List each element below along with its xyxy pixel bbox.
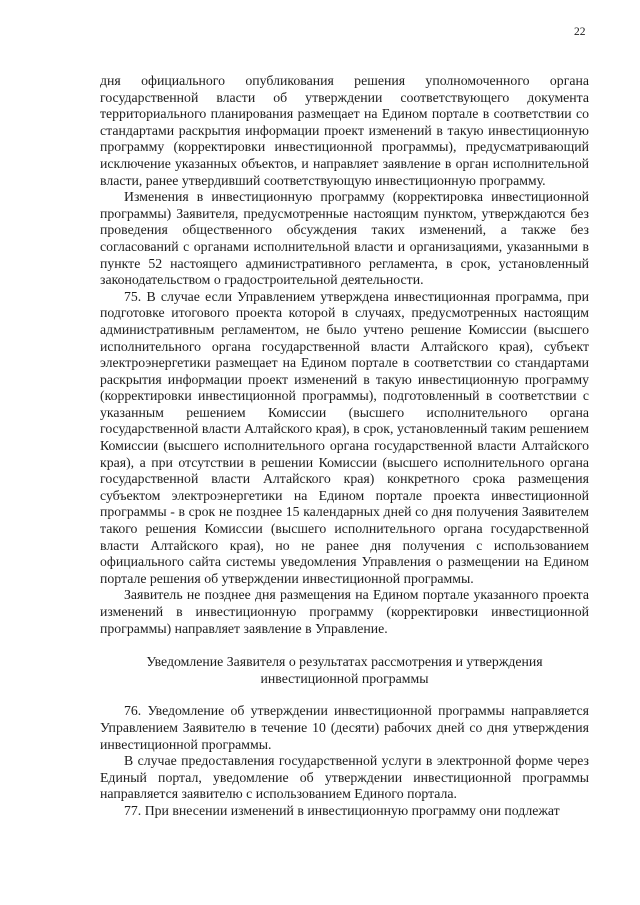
page-number: 22 [574, 26, 586, 38]
section-heading: Уведомление Заявителя о результатах рассмотрения и утверждения инвестиционной программы [146, 654, 543, 686]
paragraph-applicant-submission: Заявитель не позднее дня размещения на Едином портале указанного проекта изменений в инвестиционную программу (корректировки инвестиционной программы) направляет заявление в Управление. [100, 587, 589, 636]
paragraph-investment-program-changes: Изменения в инвестиционную программу (корректировка инвестиционной программы) Заявителя, предусмотренные настоящим пунктом, утверждаются без проведения общественного обсуждения таких изменений, а также без согласований с органами исполнительной власти и организациями, указанными в пункте 52 настоящего административного регламента, в срок, установленный законодательством о градостроительной деятельности. [100, 189, 589, 288]
document-body [100, 73, 589, 820]
paragraph-electronic-form: В случае предоставления государственной услуги в электронной форме через Единый портал, уведомление об утверждении инвестиционной программы направляется заявителю с использованием Единого портала. [100, 753, 589, 802]
paragraph-clause-75: 75. В случае если Управлением утверждена инвестиционная программа, при подготовке итогового проекта которой в случаях, предусмотренных настоящим административным регламентом, не было учтено решение Комиссии (высшего исполнительного органа государственной власти Алтайского края), субъект электроэнергетики размещает на Едином портале в соответствии со стандартами раскрытия информации проект изменений в такую инвестиционную программу (корректировки инвестиционной программы), подготовленный в соответствии с указанным решением Комиссии (высшего исполнительного органа государственной власти Алтайского края), в срок, установленный таким решением Комиссии (высшего исполнительного органа государственной власти Алтайского края), а при отсутствии в решении Комиссии (высшего исполнительного органа государственной власти Алтайского края) конкретного срока размещения субъектом электроэнергетики на Едином портале проекта инвестиционной программы - в срок не позднее 15 календарных дней со дня получения Заявителем такого решения Комиссии (высшего исполнительного органа государственной власти Алтайского края), но не ранее дня получения с использованием официального сайта системы уведомления Управления о размещении на Едином портале решения об утверждении инвестиционной программы. [100, 288, 589, 586]
paragraph-clause-77: 77. При внесении изменений в инвестиционную программу они подлежат [124, 802, 560, 818]
paragraph-continuation: дня официального опубликования решения уполномоченного органа государственной власти об утверждении соответствующего документа территориального планирования размещает на Едином портале в соответствии со стандартами раскрытия информации проект изменений в такую инвестиционную программу (корректировки инвестиционной программы), предусматривающий исключение указанных объектов, и направляет заявление в орган исполнительной власти, ранее утвердивший соответствующую инвестиционную программу. [100, 73, 589, 188]
paragraph-clause-76: 76. Уведомление об утверждении инвестиционной программы направляется Управлением Заявителю в течение 10 (десяти) рабочих дней со дня утверждения инвестиционной программы. [100, 703, 589, 752]
